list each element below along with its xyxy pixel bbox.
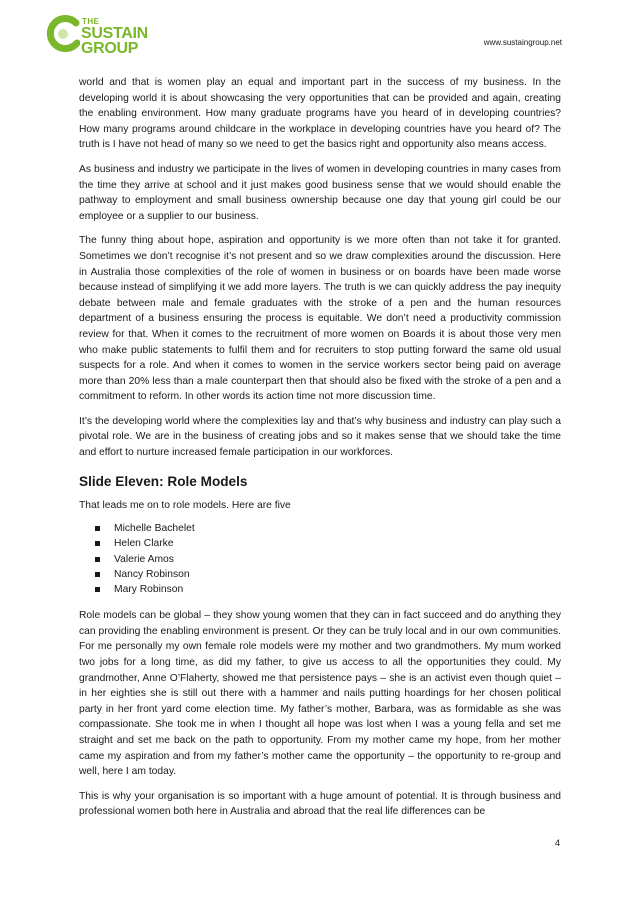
paragraph: world and that is women play an equal and important part in the success of my business. In the developing world it is about showcasing the very opportunities that can be provided and again, creating the enabling environment. How many graduate programs have you heard of in developing countries? How many programs around childcare in the workplace in developing countries have you heard of? The truth is I have not head of many so we need to get the basics right and opportunity also means access. bbox=[79, 77, 561, 151]
square-bullet-icon bbox=[95, 572, 100, 577]
document-body bbox=[79, 75, 561, 829]
paragraph: This is why your organisation is so important with a huge amount of potential. It is through business and professional women both here in Australia and abroad that the real life differences can be bbox=[79, 790, 561, 818]
square-bullet-icon bbox=[95, 526, 100, 531]
list-item bbox=[95, 521, 561, 536]
logo-line-the: THE bbox=[82, 17, 100, 26]
list-item-text: Helen Clarke bbox=[114, 538, 174, 550]
section-heading: Slide Eleven: Role Models bbox=[79, 473, 248, 489]
paragraph: The funny thing about hope, aspiration and opportunity is we more often than not take it for granted. Sometimes we don’t recognise it’s not present and so we draw complexities around the discussion. Here in Australia those complexities of the role of women in business or on boards have been made worse because instead of simplifying it we add more layers. The truth is we can quickly address the pay inequity debate between male and female graduates with the stroke of a pen and the human resources department of a business ensuring the process is equitable. We don’t need a productivity commission review for that. When it comes to the recruitment of more women on Boards it is about those very men who make public statements to fulfil them and for recruiters to stop putting forward the same old usual suspects for a role. And when it comes to women in the service workers sector being paid on average more than 20% less than a male counterpart then that should also be fixed with the stroke of a pen and a commitment to reform. In other words its action time not more discussion time. bbox=[79, 235, 561, 403]
intro-paragraph: That leads me on to role models. Here are five bbox=[79, 499, 291, 511]
website-url: www.sustaingroup.net bbox=[483, 38, 562, 47]
logo-wordmark bbox=[81, 18, 148, 57]
list-item bbox=[95, 552, 561, 567]
logo-line-group: GROUP bbox=[81, 40, 139, 57]
logo-line-sustain: SUSTAIN bbox=[81, 25, 148, 42]
paragraph: As business and industry we participate in the lives of women in developing countries in many cases from the time they arrive at school and it just makes good business sense that we would should enable the pathway to employment and small business ownership because one day that young girl could be our employee or a supplier to our business. bbox=[79, 163, 561, 222]
list-item-text: Nancy Robinson bbox=[114, 568, 190, 580]
square-bullet-icon bbox=[95, 541, 100, 546]
paragraph: It’s the developing world where the complexities lay and that’s why business and industry can play such a pivotal role. We are in the business of creating jobs and so it makes sense that we should take the time and effort to nurture increased female participation in our workforces. bbox=[79, 415, 561, 459]
list-item-text: Mary Robinson bbox=[114, 584, 184, 596]
page-number: 4 bbox=[554, 838, 560, 848]
role-model-list bbox=[79, 521, 561, 597]
list-item bbox=[95, 536, 561, 551]
square-bullet-icon bbox=[95, 587, 100, 592]
list-item-text: Valerie Amos bbox=[114, 553, 174, 565]
paragraph: Role models can be global – they show young women that they can in fact succeed and do anything they can providing the enabling environment is present. Or they can be truly local and in our own communities. For me personally my own female role models were my mother and two grandmothers. My mum worked two jobs for a long time, as did my father, to give us access to all the opportunities they could. My grandmother, Anne O’Flaherty, showed me that persistence pays – she is an activist even though quiet – in her eighties she is still out there with a hammer and nails putting hoardings for her chosen political party in her front yard come election time. My father’s mother, Barbara, was as formidable as she was compassionate. She took me in when I thought all hope was lost when I was a young fella and set me straight and set me back on the path to opportunity. From my mother came my hope, from her mother came my aspiration and from my father’s mother came the opportunity – the opportunity to re-group and well, here I am today. bbox=[79, 610, 561, 778]
sustain-group-logo bbox=[46, 14, 166, 60]
logo-ring-icon bbox=[46, 14, 80, 54]
list-item bbox=[95, 582, 561, 597]
list-item bbox=[95, 567, 561, 582]
list-item-text: Michelle Bachelet bbox=[114, 523, 195, 535]
square-bullet-icon bbox=[95, 557, 100, 562]
